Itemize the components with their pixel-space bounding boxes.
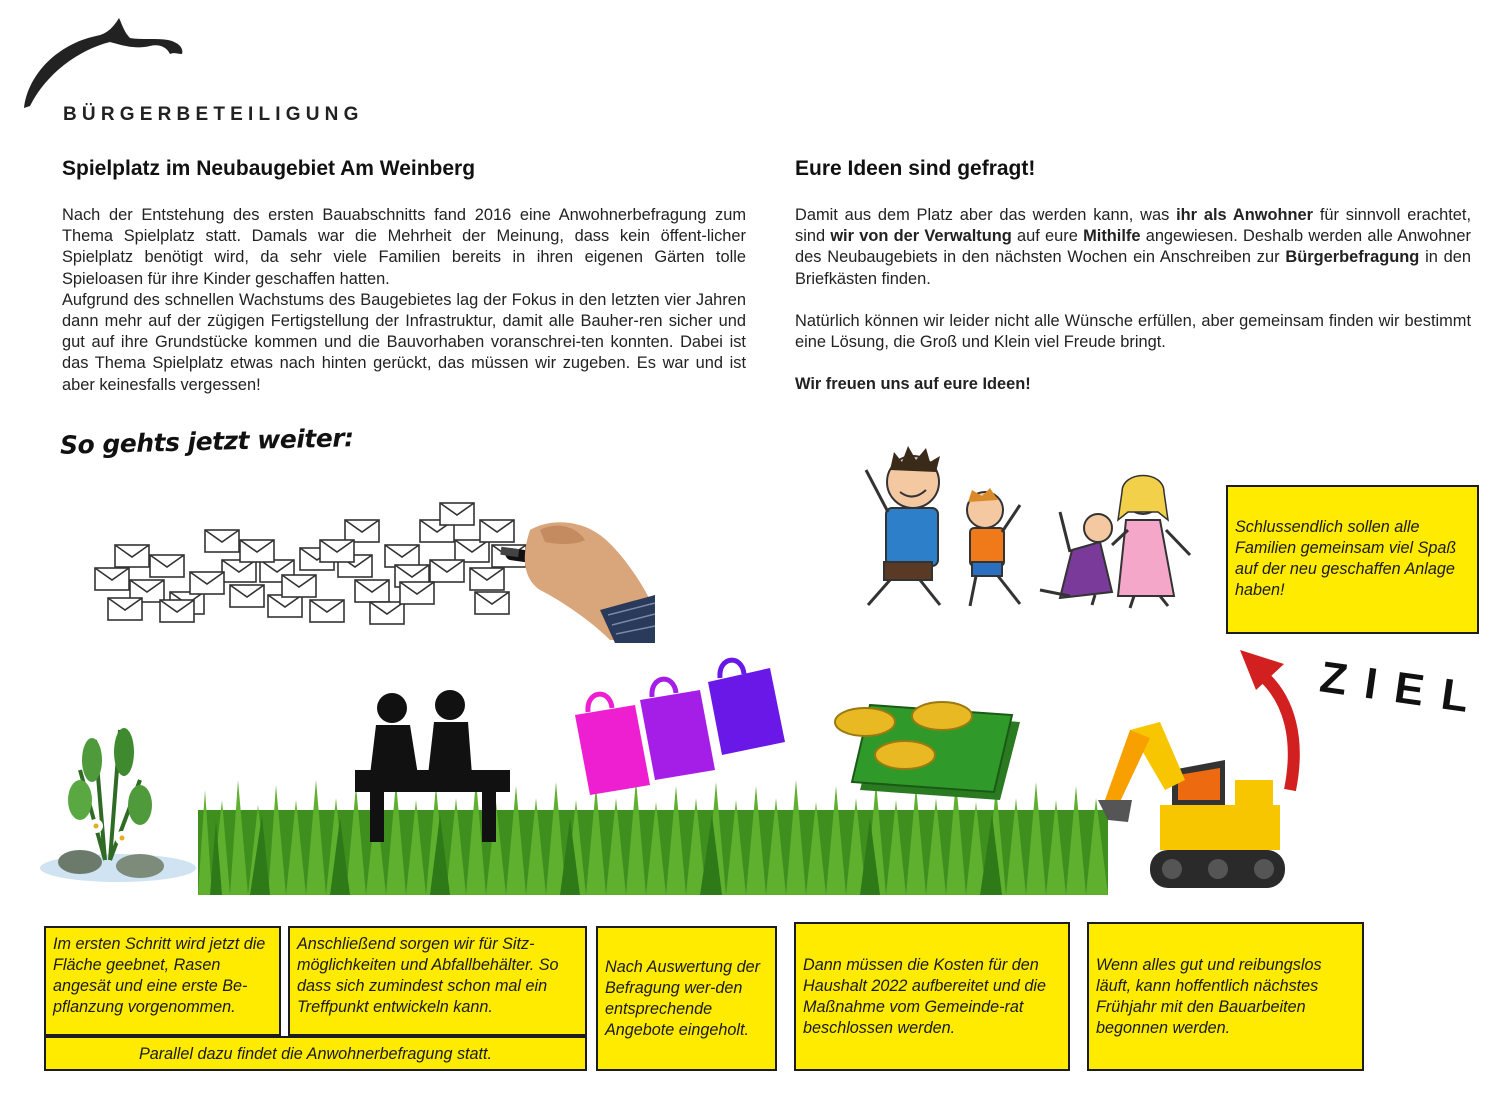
ideas-paragraph-2: Natürlich können wir leider nicht alle Wünsche erfüllen, aber gemeinsam finden wir bestimmt eine Lösung, die Groß und Klein viel Freude bringt.	[795, 311, 1471, 352]
hand-with-marker-icon	[500, 522, 655, 643]
ideas-text	[795, 205, 1471, 395]
step-box-1: Im ersten Schritt wird jetzt die Fläche geebnet, Rasen angesät und eine erste Be-pflanzung vorgenommen.	[44, 926, 281, 1036]
shopping-bags-icon	[575, 660, 785, 795]
step-box-4	[794, 922, 1070, 1071]
intro-text	[62, 205, 746, 396]
brand-name: BÜRGERBETEILIGUNG	[63, 104, 364, 125]
section-title-ideas: Eure Ideen sind gefragt!	[795, 157, 1036, 180]
goal-label: ZIEL	[1317, 652, 1490, 725]
next-steps-heading: So gehts jetzt weiter:	[59, 423, 354, 460]
step-box-parallel: Parallel dazu findet die Anwohnerbefragung statt.	[44, 1036, 587, 1071]
ideas-paragraph-1: Damit aus dem Platz aber das werden kann, was ihr als Anwohner für sinnvoll erachtet, sind wir von der Verwaltung auf eure Mithilfe angewiesen. Deshalb werden alle Anwohner des Neubaugebiets in den nächsten Wochen ein Anschreiben zur Bürgerbefragung in den Briefkästen finden.	[795, 206, 1472, 288]
step-box-4-text: Dann müssen die Kosten für den Haushalt 2022 aufbereitet und die Maßnahme vom Gemeinde-rat beschlossen werden.	[803, 955, 1046, 1037]
step-box-3	[596, 926, 777, 1071]
envelopes-icon	[95, 503, 526, 624]
step-box-2: Anschließend sorgen wir für Sitz-möglichkeiten und Abfallbehälter. So dass sich zumindest schon mal ein Treffpunkt entwickeln kann.	[288, 926, 587, 1036]
step-box-5	[1087, 922, 1364, 1071]
ideas-paragraph-3: Wir freuen uns auf eure Ideen!	[795, 375, 1031, 394]
goal-box: Schlussendlich sollen alle Familien gemeinsam viel Spaß auf der neu geschaffen Anlage haben!	[1226, 485, 1479, 634]
family-icon	[866, 446, 1190, 608]
step-box-3-text: Nach Auswertung der Befragung wer-den entsprechende Angebote eingeholt.	[605, 957, 761, 1039]
step-box-5-text: Wenn alles gut und reibungslos läuft, kann hoffentlich nächstes Frühjahr mit den Bauarbeiten begonnen werden.	[1096, 955, 1322, 1037]
page-title: Spielplatz im Neubaugebiet Am Weinberg	[62, 157, 476, 180]
excavator-icon	[1098, 722, 1285, 888]
goal-arrow-icon	[1240, 650, 1294, 790]
plant-icon	[40, 728, 196, 882]
intro-paragraph-2: Aufgrund des schnellen Wachstums des Baugebietes lag der Fokus in den letzten vier Jahren dann mehr auf der zügigen Fertigstellung der Infrastruktur, damit alle Bauher-ren sicher und gut auf ihre Grundstücke kommen und die Bauvorhaben voranschrei-ten konnten. Dabei ist das Thema Spielplatz etwas nach hinten gerückt, das müssen wir zugeben. Es war und ist aber keinesfalls vergessen!	[62, 290, 746, 394]
intro-paragraph-1: Nach der Entstehung des ersten Bauabschnitts fand 2016 eine Anwohnerbefragung zum Thema Spielplatz statt. Damals war die Mehrheit der Meinung, dass kein öffent-licher Spielplatz benötigt wird, da sehr viele Familien bereits in ihren eigenen Gärten tolle Spieloasen für ihre Kinder geschaffen hatten.	[62, 206, 746, 288]
money-icon	[835, 702, 1020, 800]
